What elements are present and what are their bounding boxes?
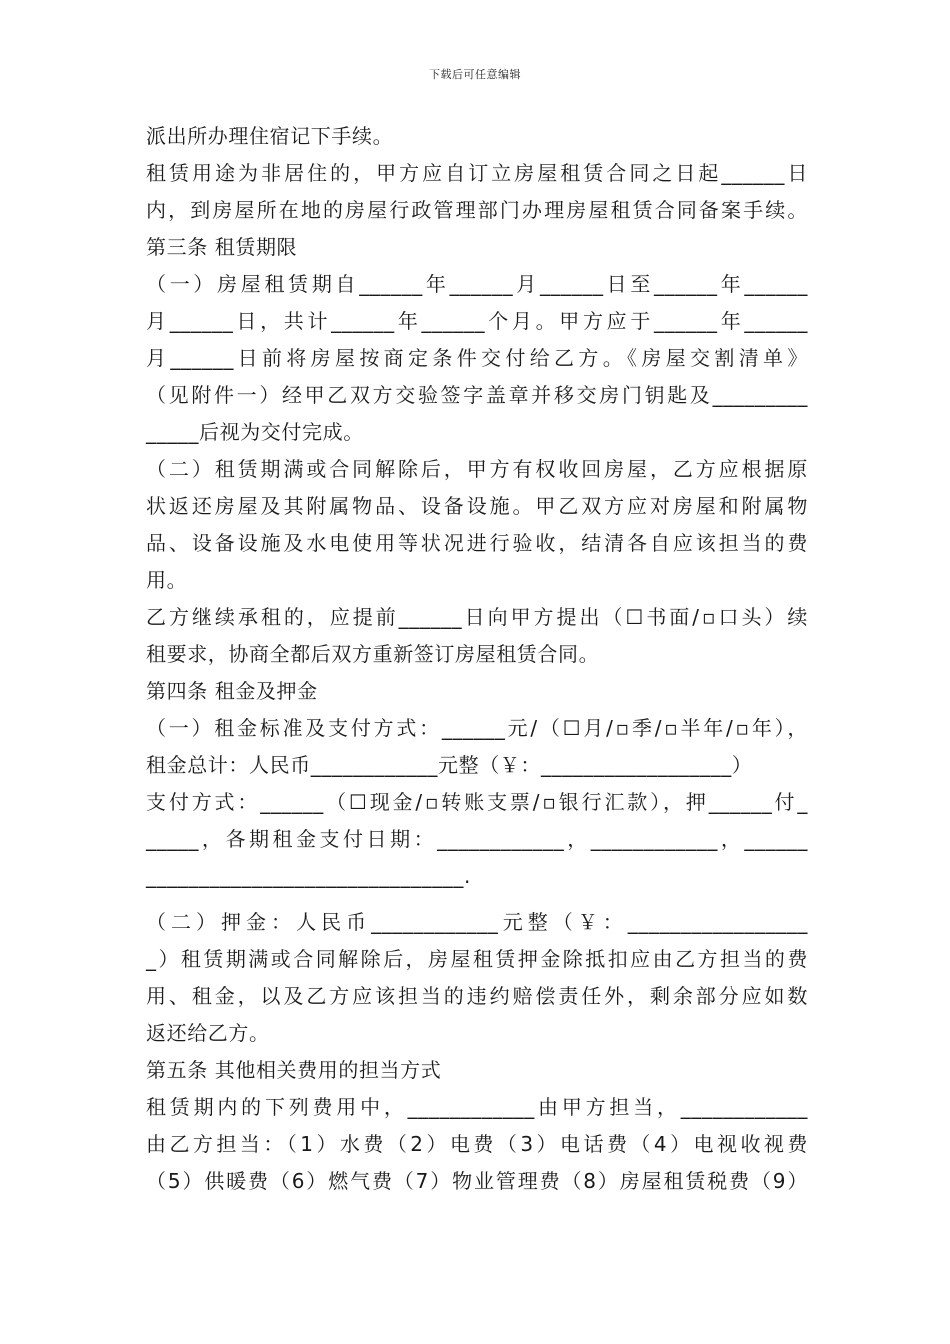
text-line: 租要求，协商全都后双方重新签订房屋租赁合同。: [146, 642, 600, 666]
text-line: 月______日，共计______年______个月。甲方应于______年______: [146, 309, 808, 333]
text-line: 用、租金，以及乙方应该担当的违约赔偿责任外，剩余部分应如数: [146, 984, 808, 1008]
section-heading: 第四条 租金及押金: [146, 679, 318, 703]
text-line: 乙方继续承租的，应提前______日向甲方提出（☐书面/▫口头）续: [146, 605, 808, 629]
text-line: 月______日前将房屋按商定条件交付给乙方。《房屋交割清单》: [146, 346, 808, 370]
text-line: （见附件一）经甲乙双方交验签字盖章并移交房门钥匙及_________: [146, 383, 808, 407]
text-line: 品、设备设施及水电使用等状况进行验收，结清各自应该担当的费: [146, 531, 808, 555]
text-line: 租赁期内的下列费用中，____________由甲方担当，____________: [146, 1095, 808, 1119]
section-heading: 第五条 其他相关费用的担当方式: [146, 1058, 442, 1082]
text-line: 派出所办理住宿记下手续。: [146, 124, 394, 148]
text-line: _____，各期租金支付日期：____________，____________，______: [146, 827, 808, 851]
document-body: [146, 118, 808, 1200]
text-line: （二）租赁期满或合同解除后，甲方有权收回房屋，乙方应根据原: [146, 457, 808, 481]
text-line: _）租赁期满或合同解除后，房屋租赁押金除抵扣应由乙方担当的费: [146, 947, 808, 971]
text-line: 返还给乙方。: [146, 1021, 270, 1045]
text-line: ______________________________.: [146, 864, 471, 888]
text-line: 租赁用途为非居住的，甲方应自订立房屋租赁合同之日起______日: [146, 161, 808, 185]
text-line: 租金总计：人民币____________元整（￥：__________________）: [146, 753, 753, 777]
text-line: （一）房屋租赁期自______年______月______日至______年______: [146, 272, 808, 296]
text-line: 由乙方担当：（1）水费（2）电费（3）电话费（4）电视收视费: [146, 1132, 808, 1156]
page-header: 下载后可任意编辑: [429, 68, 521, 81]
text-line: _____后视为交付完成。: [146, 420, 364, 444]
text-line: （一）租金标准及支付方式：______元/（☐月/▫季/▫半年/▫年），: [146, 716, 808, 740]
section-heading: 第三条 租赁期限: [146, 235, 298, 259]
text-line: 状返还房屋及其附属物品、设备设施。甲乙双方应对房屋和附属物: [146, 494, 808, 518]
text-line: 用。: [146, 568, 188, 592]
text-line: （二）押金：人民币____________元整（￥：_________________: [146, 910, 808, 934]
text-line: 支付方式：______（☐现金/▫转账支票/▫银行汇款），押______付_: [146, 790, 808, 814]
text-line: （5）供暖费（6）燃气费（7）物业管理费（8）房屋租赁税费（9）: [146, 1169, 808, 1193]
text-line: 内，到房屋所在地的房屋行政管理部门办理房屋租赁合同备案手续。: [146, 198, 808, 222]
